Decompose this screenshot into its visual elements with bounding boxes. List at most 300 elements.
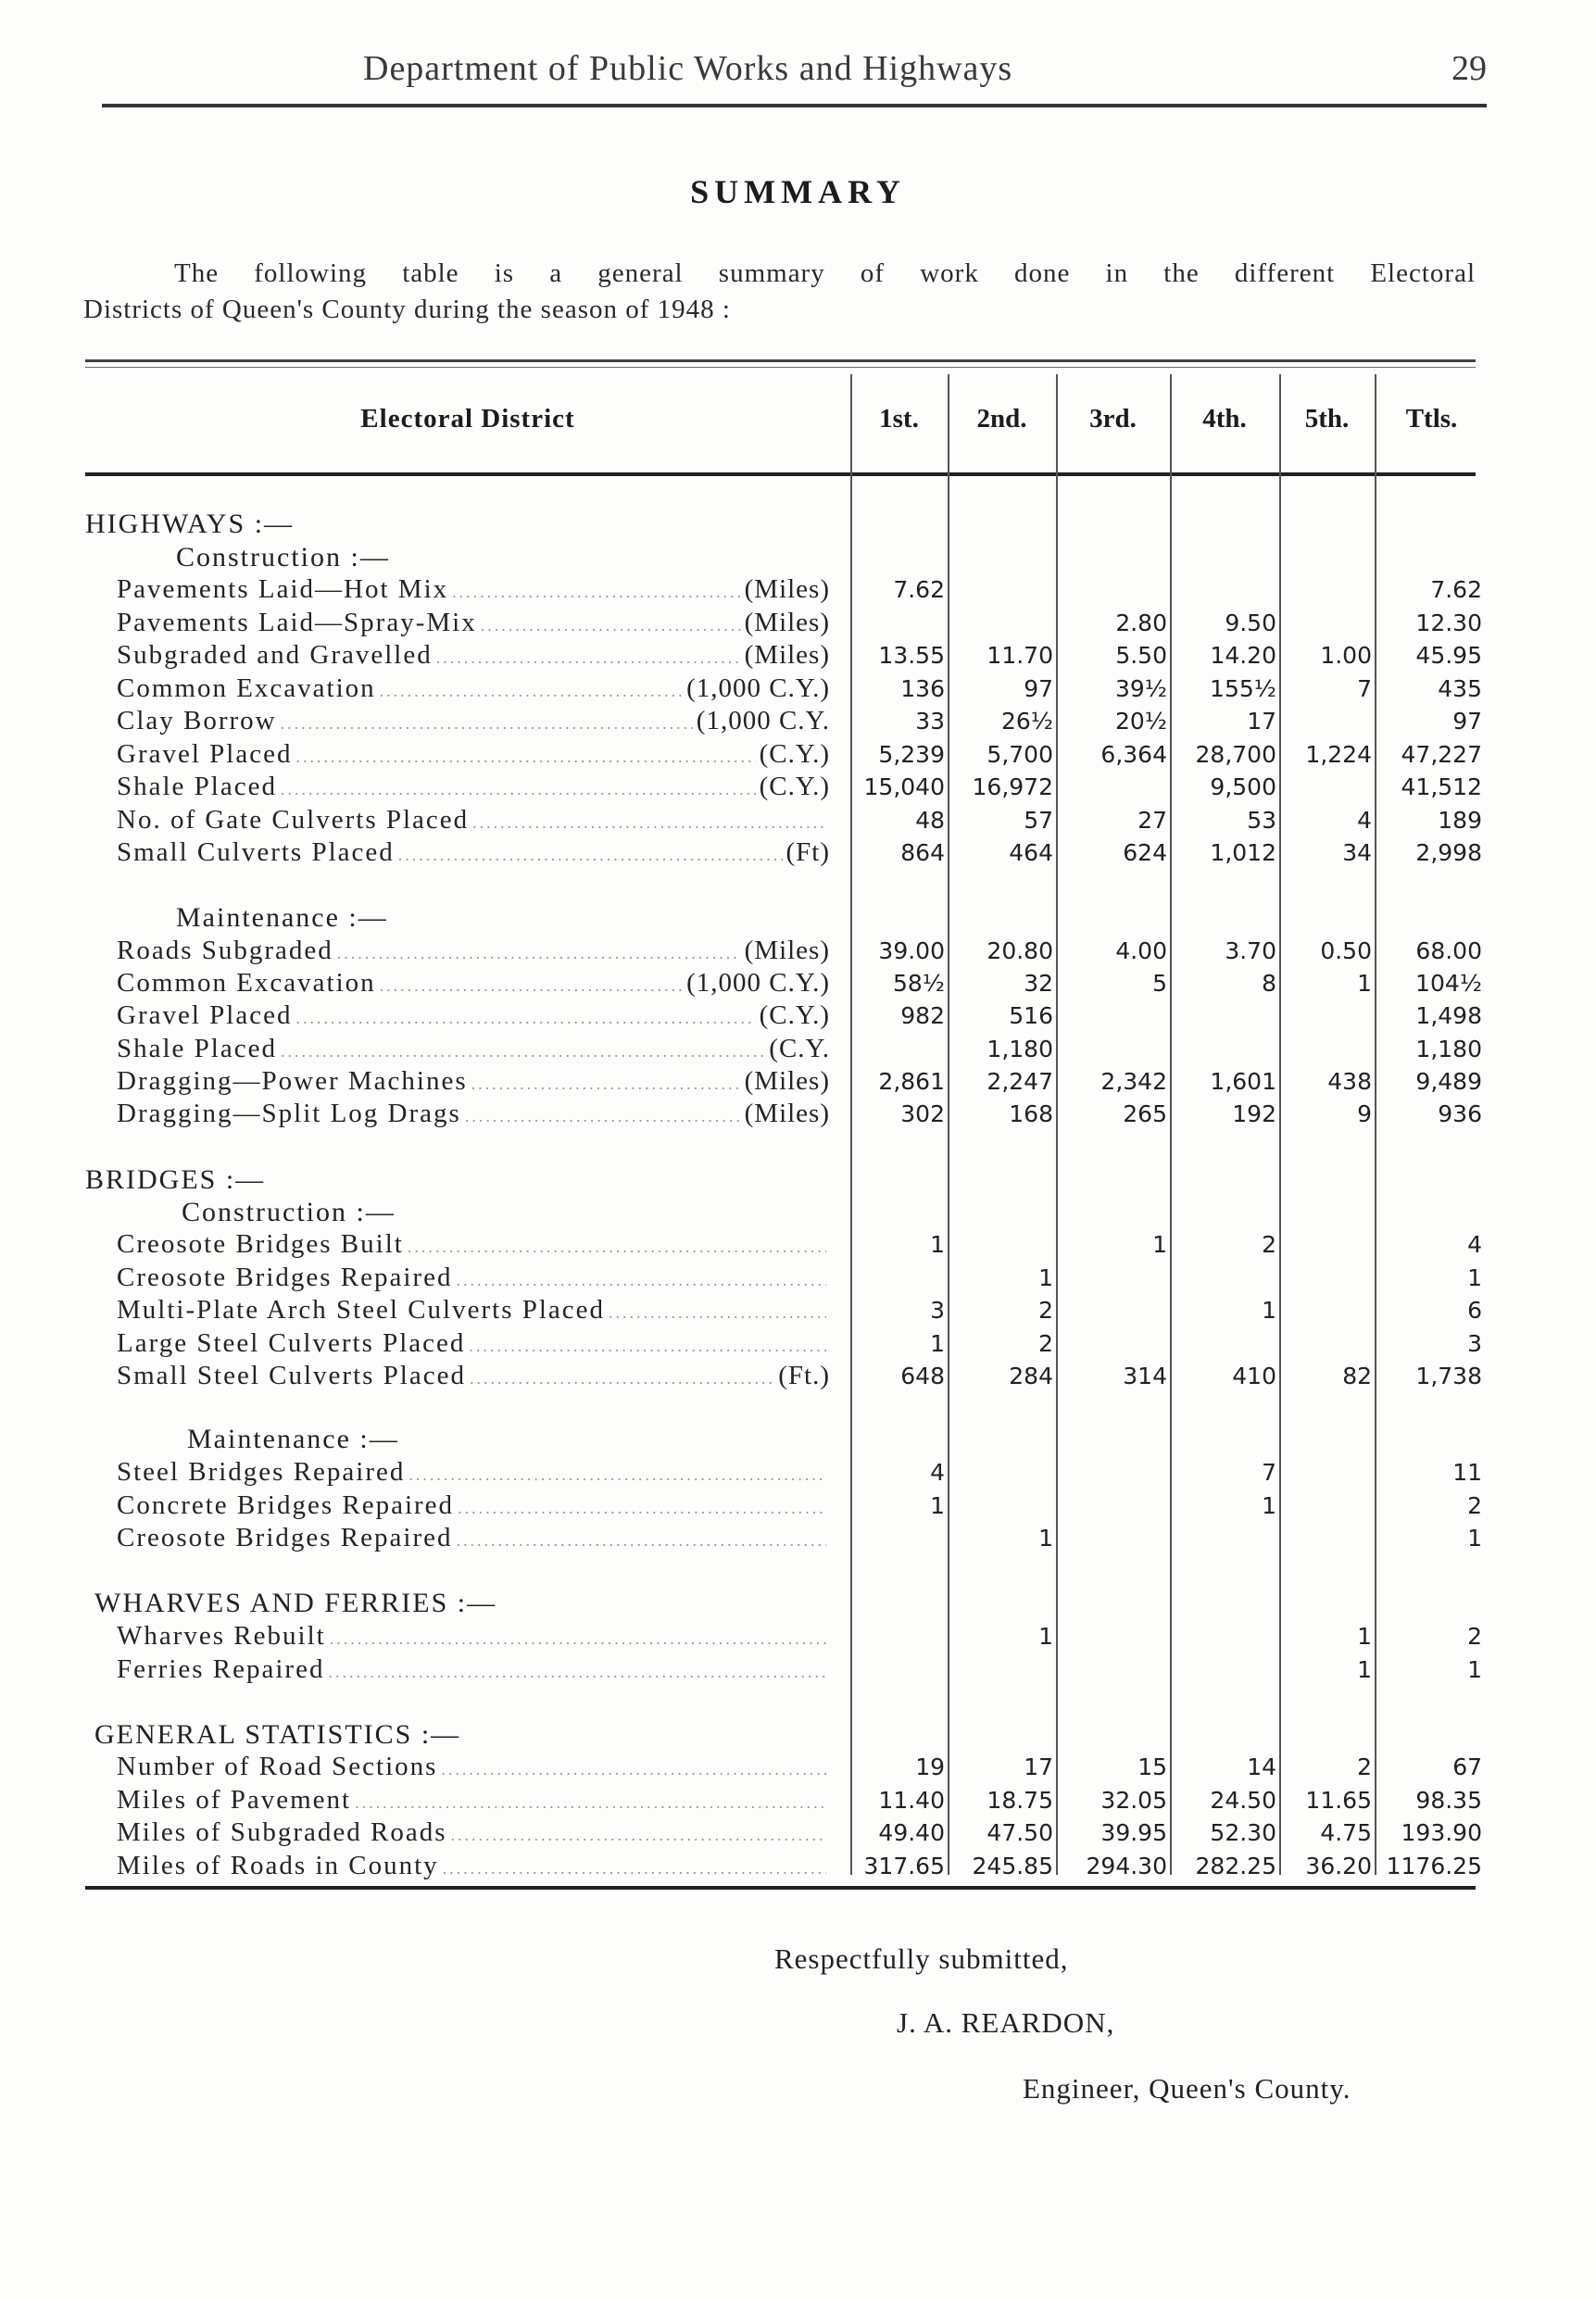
value-5th: 34 — [1342, 839, 1372, 866]
value-5th: 1 — [1357, 1655, 1372, 1683]
value-2nd — [949, 607, 1053, 639]
value-total: 435 — [1438, 674, 1482, 702]
value-4th: 9.50 — [1225, 609, 1276, 636]
value-4th: 9,500 — [1210, 773, 1276, 800]
row-label-text: Miles of Subgraded Roads — [117, 1817, 447, 1847]
value-total: 193.90 — [1401, 1819, 1482, 1846]
value-total: 4 — [1467, 1231, 1482, 1258]
leader-dots — [408, 1231, 826, 1263]
signatory-name: J. A. REARDON, — [897, 2006, 1115, 2039]
value-4th — [1172, 1653, 1276, 1686]
row-label-text: Miles of Pavement — [117, 1784, 352, 1815]
table-row — [0, 672, 1596, 705]
table-row — [0, 935, 1596, 967]
row-label-text: Shale Placed — [117, 772, 277, 801]
row-label — [117, 672, 830, 705]
leader-dots — [469, 1330, 826, 1363]
value-3rd: 32.05 — [1100, 1786, 1167, 1814]
value-1st: 39.00 — [878, 937, 945, 964]
value-2nd: 32 — [1024, 970, 1053, 998]
row-unit: (1,000 C.Y.) — [686, 968, 830, 999]
value-1st: 15,040 — [863, 773, 945, 800]
value-5th — [1281, 771, 1372, 803]
value-2nd — [949, 1228, 1053, 1261]
row-label-text: No. of Gate Culverts Placed — [117, 804, 470, 835]
row-label — [117, 1522, 830, 1554]
intro-line-1: The following table is a general summary of work done in the different Electoral — [174, 258, 1476, 288]
value-4th: 52.30 — [1210, 1819, 1276, 1846]
row-label — [117, 967, 830, 999]
subsection-highways-maintenance: Maintenance :— — [176, 902, 388, 933]
value-total: 2 — [1467, 1491, 1482, 1519]
row-label — [117, 804, 830, 836]
table-row — [0, 1327, 1596, 1360]
value-total: 47,227 — [1401, 740, 1482, 768]
leader-dots — [295, 741, 755, 773]
table-row — [0, 1456, 1596, 1489]
value-4th: 1,601 — [1210, 1067, 1276, 1095]
value-5th: 0.50 — [1320, 937, 1372, 964]
column-header-5th: 5th. — [1304, 404, 1350, 434]
value-3rd: 5 — [1152, 970, 1167, 998]
table-row — [0, 1489, 1596, 1522]
value-3rd: 2,342 — [1100, 1067, 1167, 1095]
value-total: 7.62 — [1430, 576, 1482, 603]
value-2nd: 1 — [1038, 1623, 1053, 1650]
value-1st: 864 — [900, 839, 945, 866]
row-label — [117, 1784, 830, 1816]
row-label-text: Wharves Rebuilt — [117, 1621, 326, 1651]
value-4th — [1172, 999, 1276, 1032]
table-row — [0, 1816, 1596, 1849]
leader-dots — [441, 1753, 826, 1786]
value-5th — [1281, 573, 1372, 606]
value-2nd: 1 — [1038, 1263, 1053, 1291]
row-unit: (C.Y.) — [759, 738, 830, 769]
value-3rd: 15 — [1137, 1753, 1167, 1780]
row-label — [117, 1360, 830, 1392]
row-unit: (Miles) — [744, 936, 830, 965]
row-unit: (1,000 C.Y. — [696, 706, 830, 735]
value-2nd: 516 — [1009, 1002, 1053, 1030]
row-label-text: Roads Subgraded — [117, 936, 333, 965]
table-row — [0, 1784, 1596, 1816]
row-label — [117, 1098, 830, 1130]
table-row — [0, 738, 1596, 771]
value-1st — [852, 1033, 945, 1065]
value-5th — [1281, 1294, 1372, 1326]
leader-dots — [281, 773, 756, 806]
value-total: 2 — [1467, 1623, 1482, 1650]
value-5th — [1281, 607, 1372, 639]
value-4th: 1 — [1262, 1297, 1276, 1324]
row-label-text: Large Steel Culverts Placed — [117, 1327, 466, 1358]
value-2nd — [949, 1489, 1053, 1522]
department-name: Department of Public Works and Highways — [363, 49, 1013, 88]
table-row — [0, 1522, 1596, 1554]
table-row — [0, 1228, 1596, 1261]
value-3rd — [1058, 999, 1167, 1032]
row-label — [117, 573, 830, 606]
value-4th: 1,012 — [1210, 839, 1276, 866]
value-4th: 14.20 — [1210, 642, 1276, 669]
row-label — [117, 771, 830, 803]
row-label — [117, 1620, 830, 1653]
value-5th: 82 — [1342, 1363, 1372, 1389]
value-5th: 1,224 — [1305, 740, 1372, 768]
table-row — [0, 573, 1596, 606]
row-unit: (Miles) — [744, 574, 830, 604]
row-label-text: Dragging—Split Log Drags — [117, 1099, 461, 1128]
table-bottom-rule — [85, 1886, 1476, 1890]
row-unit: (Ft.) — [778, 1361, 830, 1390]
row-label-text: Ferries Repaired — [117, 1653, 325, 1684]
value-total: 1176.25 — [1386, 1852, 1482, 1879]
leader-dots — [281, 708, 693, 740]
value-1st: 4 — [930, 1459, 945, 1486]
value-4th: 2 — [1262, 1231, 1276, 1258]
value-2nd: 11.70 — [987, 642, 1053, 669]
value-5th — [1281, 1489, 1372, 1522]
table-row — [0, 1294, 1596, 1326]
value-3rd: 624 — [1123, 839, 1167, 866]
value-3rd: 1 — [1152, 1231, 1167, 1258]
row-label — [117, 607, 830, 639]
intro-line-2: Districts of Queen's County during the season of 1948 : — [83, 295, 731, 324]
value-2nd: 1 — [1038, 1525, 1053, 1552]
leader-dots — [398, 839, 783, 872]
page-number: 29 — [1451, 49, 1487, 88]
table-row — [0, 639, 1596, 672]
row-label-text: Creosote Bridges Repaired — [117, 1262, 453, 1292]
leader-dots — [472, 807, 826, 839]
value-2nd: 284 — [1009, 1363, 1053, 1389]
row-label-text: Small Culverts Placed — [117, 837, 395, 867]
row-label — [117, 639, 830, 672]
value-4th: 192 — [1232, 1100, 1276, 1127]
row-unit: (C.Y.) — [759, 1000, 830, 1031]
table-row — [0, 804, 1596, 836]
intro-paragraph — [83, 256, 1476, 328]
row-unit: (Miles) — [744, 640, 830, 670]
value-3rd: 2.80 — [1115, 609, 1167, 636]
value-4th: 155½ — [1210, 674, 1276, 702]
row-label-text: Shale Placed — [117, 1033, 277, 1063]
value-1st: 58½ — [892, 970, 945, 998]
table-row — [0, 967, 1596, 999]
value-5th: 9 — [1357, 1100, 1372, 1127]
value-3rd: 39.95 — [1100, 1819, 1167, 1846]
closing-respectfully: Respectfully submitted, — [774, 1942, 1069, 1975]
value-1st — [852, 1522, 945, 1554]
section-bridges: BRIDGES :— — [85, 1164, 266, 1195]
section-general-statistics: GENERAL STATISTICS :— — [94, 1719, 461, 1750]
column-header-4th: 4th. — [1202, 404, 1247, 434]
section-wharves-ferries: WHARVES AND FERRIES :— — [94, 1588, 497, 1618]
row-label-text: Pavements Laid—Spray-Mix — [117, 607, 477, 637]
column-header-totals: Ttls. — [1405, 404, 1458, 434]
column-header-2nd: 2nd. — [976, 404, 1027, 434]
table-top-rule — [85, 359, 1476, 362]
row-unit: (Miles) — [744, 607, 830, 637]
value-2nd: 245.85 — [972, 1852, 1053, 1879]
row-unit: (1,000 C.Y.) — [686, 672, 830, 703]
value-3rd: 314 — [1123, 1363, 1167, 1389]
value-3rd — [1058, 1653, 1167, 1686]
value-2nd — [949, 573, 1053, 606]
value-4th — [1172, 573, 1276, 606]
value-1st: 11.40 — [878, 1786, 945, 1814]
value-total: 6 — [1467, 1297, 1482, 1324]
value-5th: 36.20 — [1305, 1852, 1372, 1879]
value-4th — [1172, 1522, 1276, 1554]
value-2nd: 57 — [1024, 806, 1053, 834]
leader-dots — [436, 642, 741, 674]
table-row — [0, 1653, 1596, 1686]
leader-dots — [458, 1492, 826, 1525]
leader-dots — [355, 1787, 826, 1819]
subsection-highways-construction: Construction :— — [176, 542, 390, 572]
table-row — [0, 836, 1596, 869]
value-5th — [1281, 999, 1372, 1032]
row-unit: (Miles) — [744, 1099, 830, 1128]
value-4th — [1172, 1033, 1276, 1065]
row-unit: (Miles) — [744, 1065, 830, 1096]
row-label-text: Creosote Bridges Built — [117, 1229, 404, 1259]
value-2nd: 2 — [1038, 1297, 1053, 1324]
leader-dots — [443, 1853, 826, 1885]
value-4th: 17 — [1247, 708, 1276, 735]
row-label-text: Clay Borrow — [117, 706, 277, 735]
value-4th: 7 — [1262, 1459, 1276, 1486]
value-2nd — [949, 1456, 1053, 1489]
value-5th — [1281, 1327, 1372, 1360]
value-total: 9,489 — [1415, 1067, 1482, 1095]
table-row — [0, 1360, 1596, 1392]
leader-dots — [471, 1068, 741, 1100]
value-4th: 8 — [1262, 970, 1276, 998]
value-total: 2,998 — [1415, 839, 1482, 866]
value-1st — [852, 1653, 945, 1686]
row-label — [117, 1751, 830, 1783]
value-total: 98.35 — [1415, 1786, 1482, 1814]
row-label — [117, 999, 830, 1032]
value-4th: 282.25 — [1195, 1852, 1276, 1879]
table-row — [0, 705, 1596, 737]
leader-dots — [295, 1002, 755, 1035]
value-3rd — [1058, 1327, 1167, 1360]
table-row — [0, 1065, 1596, 1098]
leader-dots — [328, 1656, 826, 1689]
leader-dots — [380, 675, 683, 708]
row-label-text: Concrete Bridges Repaired — [117, 1489, 455, 1520]
table-row — [0, 1098, 1596, 1130]
value-1st: 317.65 — [863, 1852, 945, 1879]
value-4th — [1172, 1620, 1276, 1653]
table-row — [0, 999, 1596, 1032]
row-label-text: Common Excavation — [117, 672, 376, 703]
value-5th: 1.00 — [1320, 642, 1372, 669]
row-label-text: Multi-Plate Arch Steel Culverts Placed — [117, 1295, 606, 1325]
row-label — [117, 705, 830, 737]
row-label-text: Pavements Laid—Hot Mix — [117, 574, 449, 604]
value-1st — [852, 607, 945, 639]
value-5th: 4.75 — [1320, 1819, 1372, 1846]
value-total: 1,180 — [1415, 1035, 1482, 1062]
value-4th: 3.70 — [1225, 937, 1276, 964]
value-1st: 982 — [900, 1002, 945, 1030]
value-1st: 49.40 — [878, 1819, 945, 1846]
value-5th: 7 — [1357, 674, 1372, 702]
leader-dots — [465, 1100, 741, 1133]
value-3rd: 294.30 — [1086, 1852, 1167, 1879]
row-label-text: Subgraded and Gravelled — [117, 640, 433, 670]
value-total: 1 — [1467, 1525, 1482, 1552]
row-label — [117, 1065, 830, 1098]
leader-dots — [456, 1264, 826, 1297]
leader-dots — [609, 1297, 826, 1329]
row-label-text: Steel Bridges Repaired — [117, 1457, 406, 1487]
row-unit: (C.Y. — [769, 1033, 830, 1063]
value-3rd — [1058, 1033, 1167, 1065]
column-header-3rd: 3rd. — [1089, 404, 1137, 434]
row-label-text: Miles of Roads in County — [117, 1850, 439, 1880]
row-label — [117, 1816, 830, 1849]
value-2nd: 17 — [1024, 1753, 1053, 1780]
value-3rd: 265 — [1123, 1100, 1167, 1127]
row-label-text: Gravel Placed — [117, 738, 293, 769]
value-total: 3 — [1467, 1329, 1482, 1357]
table-row — [0, 1751, 1596, 1783]
value-2nd: 1,180 — [987, 1035, 1053, 1062]
value-3rd — [1058, 1489, 1167, 1522]
value-3rd — [1058, 1620, 1167, 1653]
value-1st: 1 — [930, 1231, 945, 1258]
table-row — [0, 1850, 1596, 1882]
value-1st: 1 — [930, 1329, 945, 1357]
value-total: 97 — [1452, 708, 1482, 735]
value-5th — [1281, 1262, 1372, 1294]
value-5th — [1281, 1228, 1372, 1261]
value-1st: 136 — [900, 674, 945, 702]
value-total: 45.95 — [1415, 642, 1482, 669]
table-row — [0, 1262, 1596, 1294]
value-total: 11 — [1452, 1459, 1482, 1486]
leader-dots — [456, 1525, 826, 1557]
value-1st: 19 — [915, 1753, 945, 1780]
value-5th — [1281, 705, 1372, 737]
value-1st: 5,239 — [878, 740, 945, 768]
value-1st: 302 — [900, 1100, 945, 1127]
value-5th: 1 — [1357, 1623, 1372, 1650]
leader-dots — [481, 610, 741, 642]
leader-dots — [337, 937, 741, 970]
table-top-rule-thin — [85, 367, 1476, 368]
value-4th — [1172, 1262, 1276, 1294]
value-4th: 1 — [1262, 1491, 1276, 1519]
row-label — [117, 1653, 830, 1686]
value-1st: 7.62 — [893, 576, 945, 603]
leader-dots — [451, 1819, 827, 1852]
value-2nd — [949, 1653, 1053, 1686]
value-2nd: 16,972 — [972, 773, 1053, 800]
value-total: 1 — [1467, 1263, 1482, 1291]
value-4th: 410 — [1232, 1363, 1276, 1389]
row-label — [117, 1327, 830, 1360]
value-3rd — [1058, 1294, 1167, 1326]
value-total: 1,738 — [1415, 1363, 1482, 1389]
subsection-bridges-construction: Construction :— — [182, 1197, 396, 1227]
leader-dots — [380, 970, 683, 1002]
row-label-text: Dragging—Power Machines — [117, 1065, 468, 1096]
row-label — [117, 1456, 830, 1489]
value-1st: 48 — [915, 806, 945, 834]
row-label — [117, 1489, 830, 1522]
table-row — [0, 607, 1596, 639]
column-header-1st: 1st. — [879, 404, 919, 434]
row-label — [117, 1033, 830, 1065]
row-label-text: Creosote Bridges Repaired — [117, 1523, 453, 1552]
value-1st: 13.55 — [878, 642, 945, 669]
value-1st: 1 — [930, 1491, 945, 1519]
subsection-bridges-maintenance: Maintenance :— — [187, 1424, 399, 1454]
value-5th — [1281, 1522, 1372, 1554]
table-row — [0, 1620, 1596, 1653]
value-2nd: 2 — [1038, 1329, 1053, 1357]
row-label-text: Small Steel Culverts Placed — [117, 1361, 466, 1390]
value-5th: 1 — [1357, 970, 1372, 998]
row-unit: (C.Y.) — [759, 772, 830, 801]
leader-dots — [408, 1459, 826, 1491]
leader-dots — [330, 1623, 826, 1655]
row-label — [117, 1850, 830, 1882]
signatory-title: Engineer, Queen's County. — [1023, 2072, 1351, 2105]
value-3rd: 5.50 — [1115, 642, 1167, 669]
value-2nd: 18.75 — [987, 1786, 1053, 1814]
value-3rd — [1058, 1262, 1167, 1294]
value-2nd: 464 — [1009, 839, 1053, 866]
value-4th: 53 — [1247, 806, 1276, 834]
value-5th: 11.65 — [1305, 1786, 1372, 1814]
value-5th: 4 — [1357, 806, 1372, 834]
row-label — [117, 738, 830, 771]
table-header-rule — [85, 472, 1476, 476]
value-total: 1,498 — [1415, 1002, 1482, 1030]
value-3rd — [1058, 1456, 1167, 1489]
value-1st: 2,861 — [878, 1067, 945, 1095]
value-2nd: 5,700 — [987, 740, 1053, 768]
value-1st — [852, 1262, 945, 1294]
value-2nd: 2,247 — [987, 1067, 1053, 1095]
value-1st: 33 — [915, 708, 945, 735]
value-3rd: 39½ — [1114, 674, 1167, 702]
value-3rd: 6,364 — [1100, 740, 1167, 768]
row-label — [117, 836, 830, 869]
page-title: SUMMARY — [690, 173, 906, 210]
leader-dots — [470, 1363, 774, 1395]
value-total: 68.00 — [1415, 937, 1482, 964]
value-total: 936 — [1438, 1100, 1482, 1127]
table-row — [0, 1033, 1596, 1065]
value-2nd: 97 — [1024, 674, 1053, 702]
leader-dots — [452, 576, 740, 609]
value-3rd: 20½ — [1114, 708, 1167, 735]
value-5th — [1281, 1033, 1372, 1065]
row-label-text: Number of Road Sections — [117, 1752, 438, 1781]
table-row — [0, 771, 1596, 803]
value-3rd: 27 — [1137, 806, 1167, 834]
value-total: 12.30 — [1415, 609, 1482, 636]
